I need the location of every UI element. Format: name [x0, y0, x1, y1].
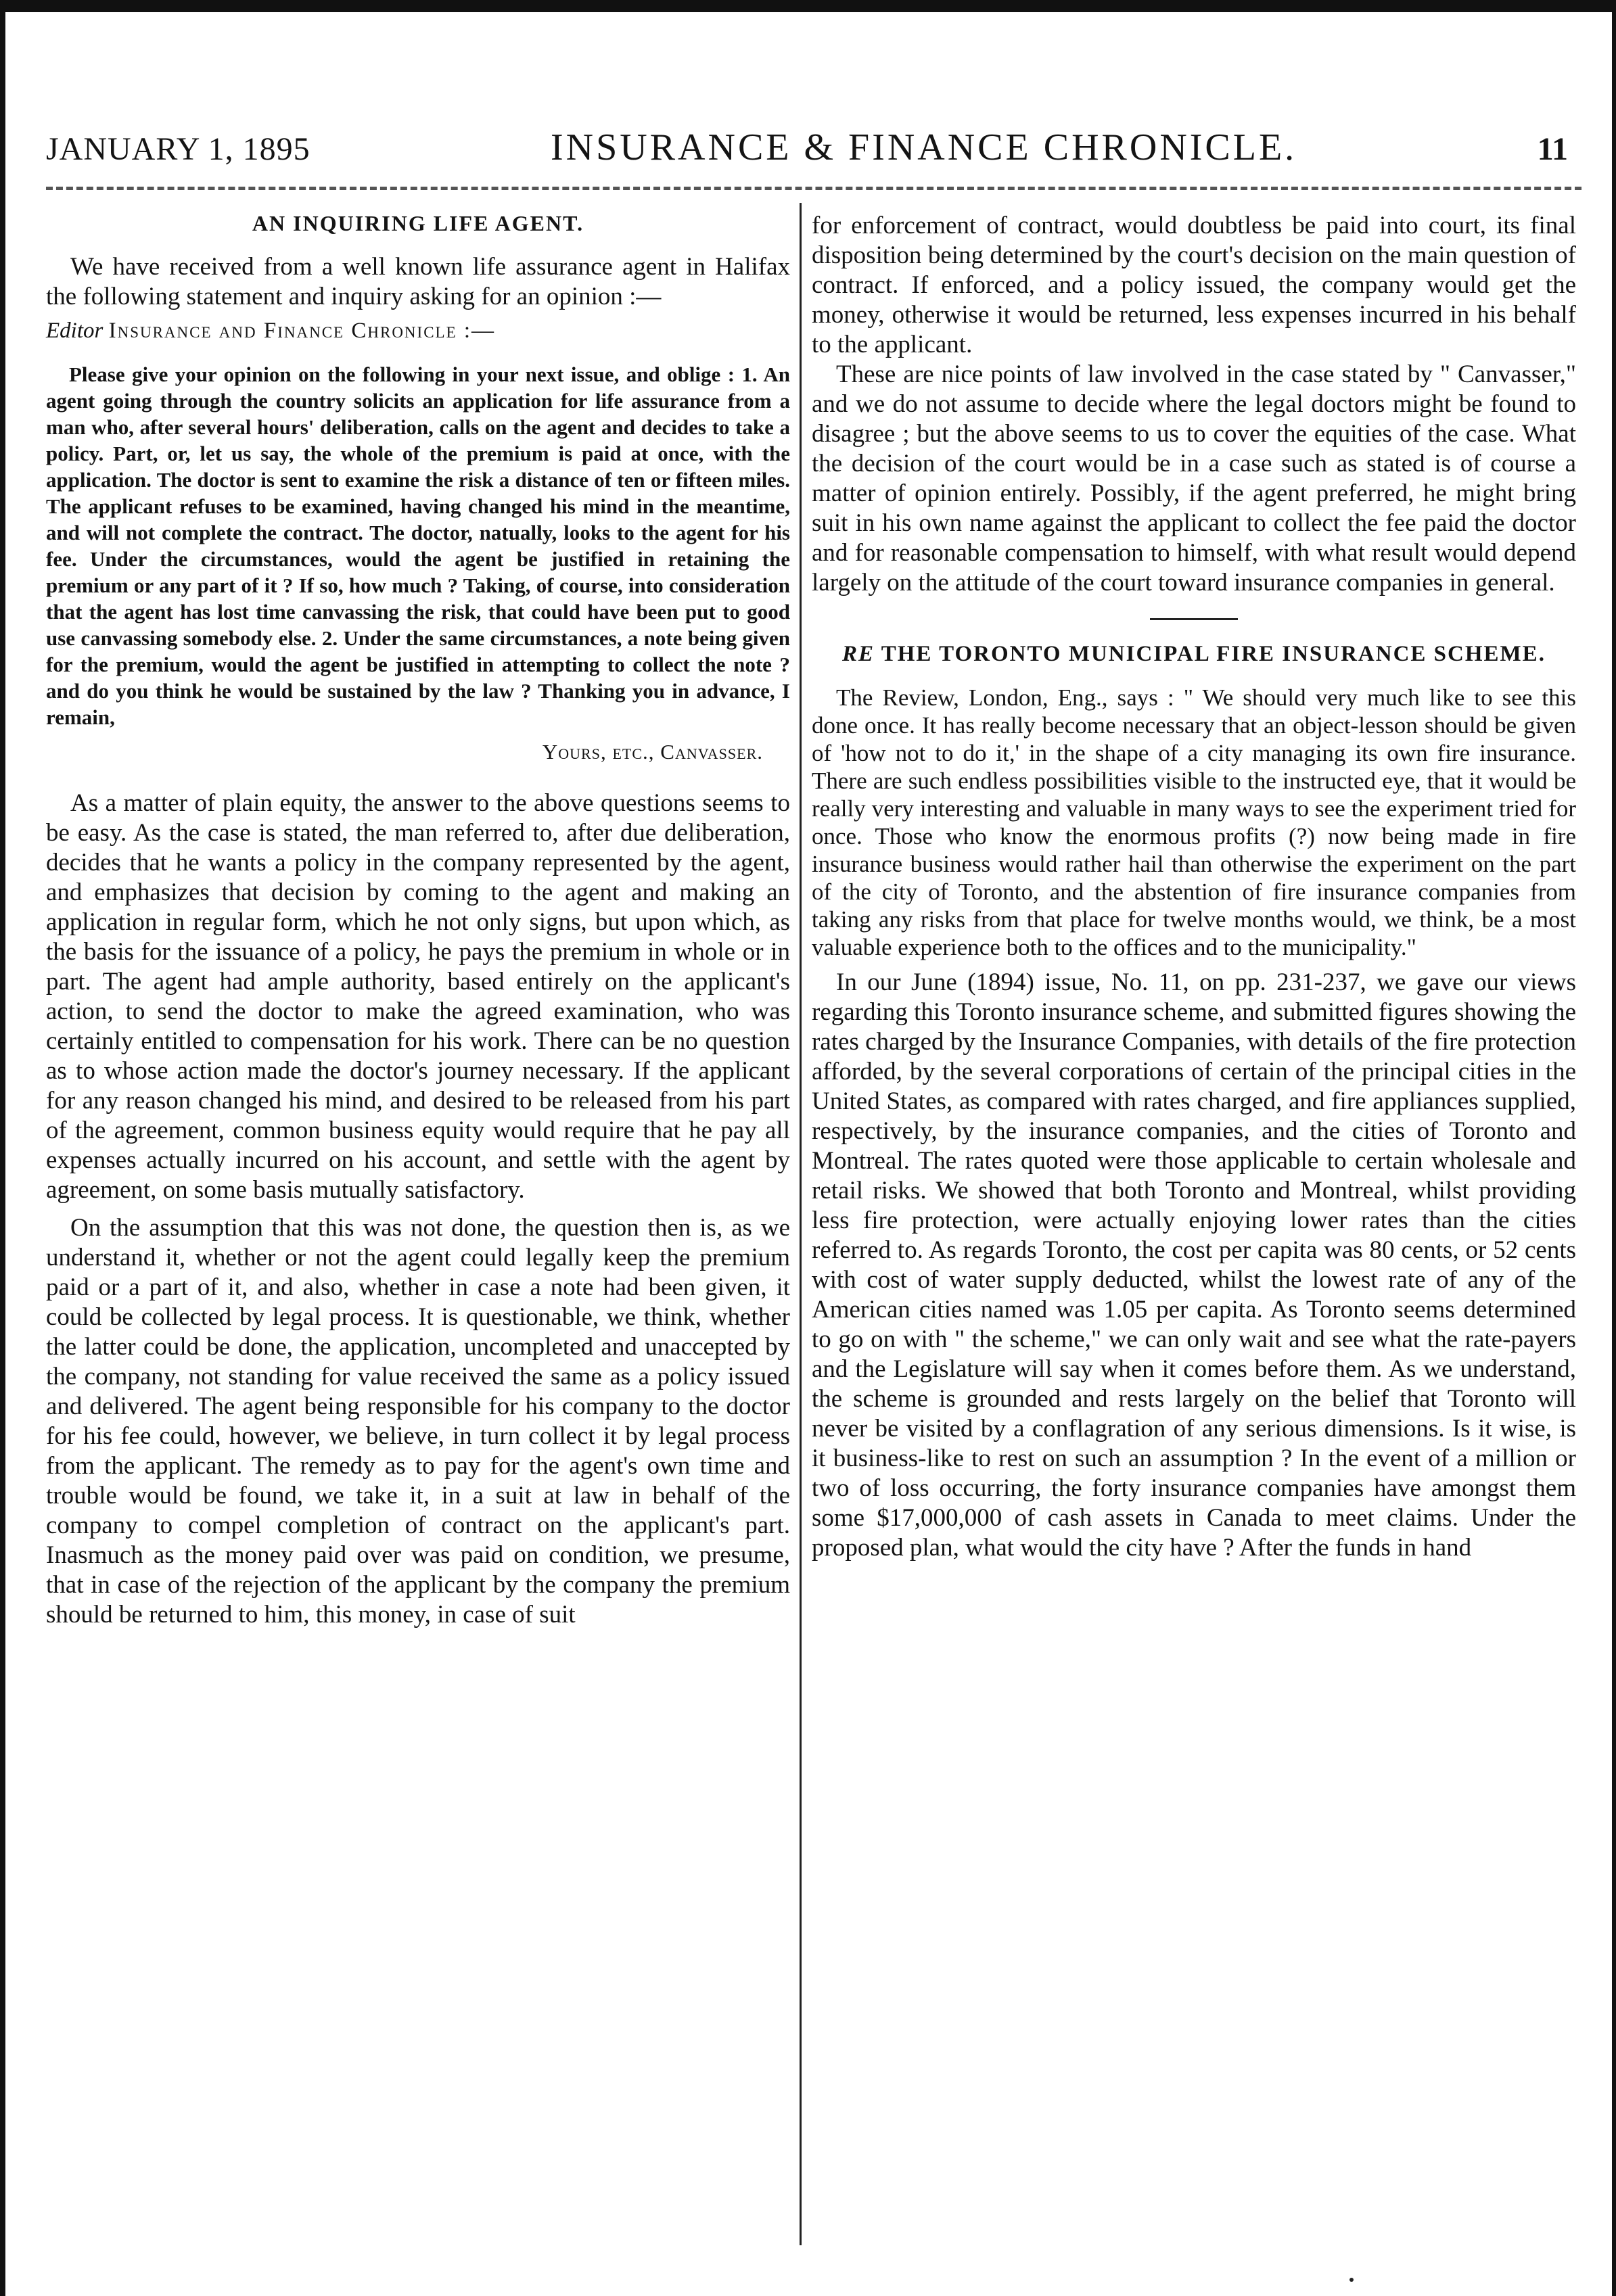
header-date: JANUARY 1, 1895: [46, 131, 310, 167]
header-rule: [46, 187, 1582, 190]
footer-dot: [1349, 2278, 1354, 2282]
article2-heading-text: THE TORONTO MUNICIPAL FIRE INSURANCE SCHEME.: [881, 642, 1546, 666]
column-divider: [800, 203, 802, 2245]
scan-edge-top: [0, 0, 1616, 12]
page-number: 11: [1537, 131, 1568, 167]
scan-edge-right: [1612, 0, 1616, 2296]
right-column: [812, 211, 1576, 1563]
article2-heading-re: RE: [842, 642, 875, 666]
article2-heading: [812, 640, 1576, 667]
article1-heading: AN INQUIRING LIFE AGENT.: [252, 211, 584, 235]
section-separator: [1150, 618, 1238, 620]
article1-paragraph-3: for enforcement of contract, would doubtless be paid into court, its final disposition being determined by the court's decision on the main question of contract. If enforced, and a policy issued, the company would get the money, otherwise it would be returned, less expenses incurred in his behalf to the applicant.: [812, 212, 1576, 358]
article2-paragraph-2: In our June (1894) issue, No. 11, on pp. 231-237, we gave our views regarding this Toronto insurance scheme, and submitted figures showing the rates charged by the Insurance Companies, with details of the fire protection afforded, by the several corporations of certain of the principal cities in the United States, as compared with rates charged, and fire appliances supplied, respectively, by the insurance companies, and the cities of Toronto and Montreal. The rates quoted were those applicable to certain wholesale and retail risks. We showed that both Toronto and Montreal, whilst providing less fire protection, were actually enjoying lower rates than the cities referred to. As regards Toronto, the cost per capita was 80 cents, or 52 cents with cost of water supply deducted, whilst the lowest rate of any of the American cities named was 1.05 per capita. As Toronto seems determined to go on with " the scheme," we can only wait and see what the rate-payers and the Legislature will say when it comes before them. As we understand, the scheme is grounded and rests largely on the belief that Toronto will never be visited by a conflagration of any serious dimensions. Is it wise, is it business-like to rest on such an assumption ? In the event of a million or two of loss occurring, the forty insurance companies have amongst them some $17,000,000 of cash assets in Canada to meet claims. Under the proposed plan, what would the city have ? After the funds in hand: [812, 968, 1576, 1562]
article2-quote: The Review, London, Eng., says : " We should very much like to see this done once. It has really become necessary that an object-lesson should be given of 'how not to do it,' in the shape of a city managing its own fire insurance. There are such endless possibilities visible to the instructed eye, that it would be really very interesting and valuable in many ways to see the experiment tried for once. Those who know the enormous profits (?) now being made in fire insurance business would rather hail than otherwise the experiment on the part of the city of Toronto, and the abstention of fire insurance companies from taking any risks from that place for twelve months would, we think, be a most valuable experience both to the offices and to the municipality.": [812, 684, 1576, 960]
letter-salutation: [46, 319, 790, 344]
header-title: INSURANCE & FINANCE CHRONICLE.: [551, 126, 1297, 168]
letter-signoff: Yours, etc., Canvasser.: [542, 740, 763, 764]
editor-prefix: Editor: [46, 319, 103, 343]
article1-paragraph-4: These are nice points of law involved in the case stated by " Canvasser," and we do not assume to decide where the legal doctors might be found to disagree ; but the above seems to us to cover the equities of the case. What the decision of the court would be in a case such as stated is of course a matter of opinion entirely. Possibly, if the agent preferred, he might bring suit in his own name against the applicant to collect the fee paid the doctor and for reasonable compensation to himself, with what result would depend largely on the attitude of the court toward insurance companies in general.: [812, 360, 1576, 596]
letter-body: Please give your opinion on the following in your next issue, and oblige : 1. An agent going through the country solicits an application for life assurance from a man who, after several hours' deliberation, calls on the agent and decides to take a policy. Part, or, let us say, the whole of the premium is paid at once, with the application. The doctor is sent to examine the risk a distance of ten or fifteen miles. The applicant refuses to be examined, having changed his mind in the meantime, and will not complete the contract. The doctor, natually, looks to the agent for his fee. Under the circumstances, would the agent be justified in retaining the premium or any part of it ? If so, how much ? Taking, of course, into consideration that the agent has lost time canvassing the risk, that could have been put to good use canvassing somebody else. 2. Under the same circumstances, a note being given for the premium, would the agent be justified in attempting to collect the note ? and do you think he would be sustained by the law ? Thanking you in advance, I remain,: [46, 362, 790, 729]
page-header: [46, 126, 1582, 180]
scan-edge-left: [0, 0, 5, 2296]
article1-paragraph-1: As a matter of plain equity, the answer to the above questions seems to be easy. As the case is stated, the man referred to, after due deliberation, decides that he wants a policy in the company represented by the agent, and emphasizes that decision by coming to the agent and making an application in regular form, which he not only signs, but upon which, as the basis for the issuance of a policy, he pays the premium in whole or in part. The agent had ample authority, based entirely on the applicant's action, to send the doctor to make the agreed examination, who was certainly entitled to compensation for his work. There can be no question as to whose action made the doctor's journey necessary. If the applicant for any reason changed his mind, and desired to be released from his part of the agreement, common business equity would require that he pay all expenses actually incurred on his account, and settle with the agent by agreement, on some basis mutually satisfactory.: [46, 789, 790, 1204]
editor-addressee: Insurance and Finance Chronicle :—: [108, 319, 496, 343]
article1-paragraph-2: On the assumption that this was not done, the question then is, as we understand it, whether or not the agent could legally keep the premium paid or a part of it, and also, whether in case a note had been given, it could be collected by legal process. It is questionable, we think, whether the latter could be done, the application, uncompleted and unaccepted by the company, not standing for value received the same as a policy issued and delivered. The agent being responsible for his company to the doctor for his fee could, however, we believe, in turn collect it by legal process from the applicant. The remedy as to pay for the agent's own time and trouble would be found, we take it, in a suit at law in behalf of the company to compel completion of contract on the applicant's part. Inasmuch as the money paid over was paid on condition, we presume, that in case of the rejection of the applicant by the company the premium should be returned to him, this money, in case of suit: [46, 1214, 790, 1629]
article1-intro: We have received from a well known life assurance agent in Halifax the following statement and inquiry asking for an opinion :—: [46, 253, 790, 310]
left-column: [46, 211, 790, 1630]
